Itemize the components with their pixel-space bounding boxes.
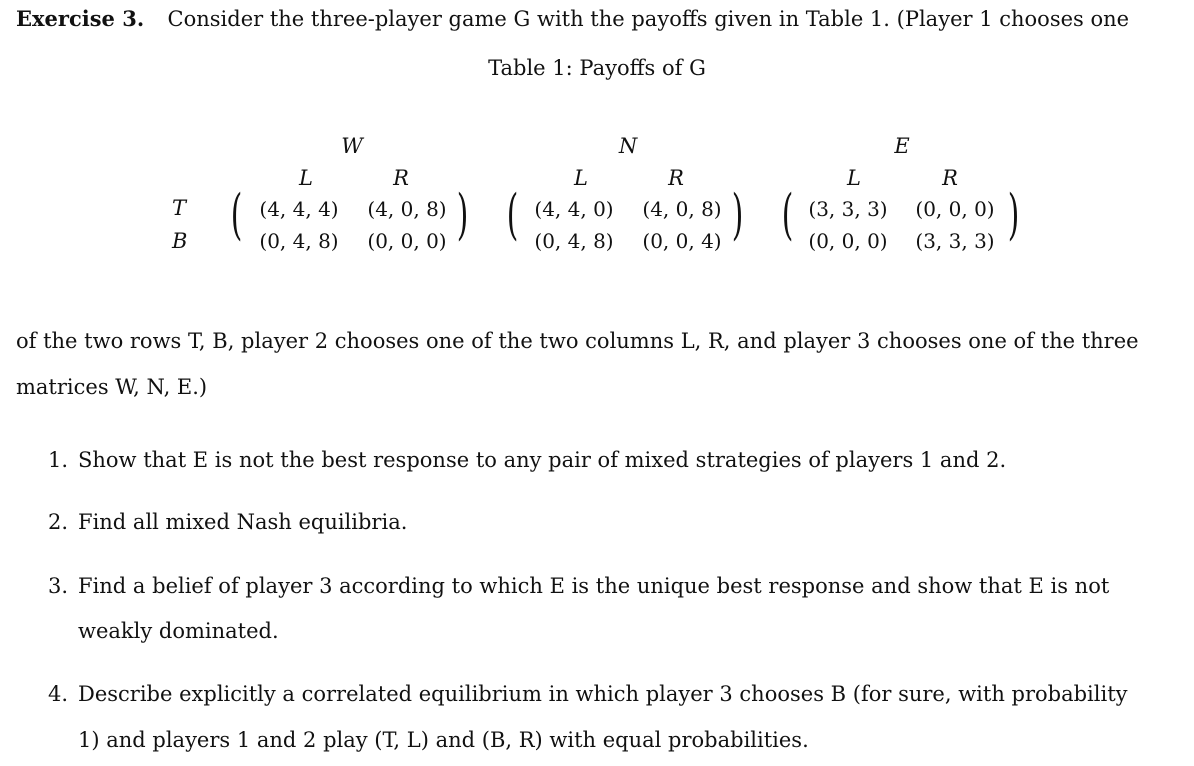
item-text: Find all mixed Nash equilibria. [78, 510, 408, 534]
matrix-name: N [618, 134, 638, 158]
left-paren: ( [230, 183, 243, 246]
column-label: R [942, 166, 958, 190]
row-label-t: T [172, 196, 187, 220]
item-number: 1. [48, 448, 69, 472]
payoff-cell: (4, 4, 0) [534, 197, 614, 221]
list-item [48, 573, 1109, 599]
item-number: 3. [48, 574, 69, 598]
column-label: L [299, 166, 313, 190]
payoff-cell: (4, 4, 4) [259, 197, 339, 221]
exercise-intro-line3: matrices W, N, E.) [16, 375, 208, 399]
row-label-b: B [172, 229, 188, 253]
exercise-heading: Exercise 3. [16, 6, 145, 31]
payoff-cell: (0, 0, 0) [915, 197, 995, 221]
item-text: Show that E is not the best response to any pair of mixed strategies of players 1 and 2. [78, 448, 1007, 472]
table-caption: Table 1: Payoffs of G [488, 56, 706, 80]
matrix-name: W [341, 134, 363, 158]
right-paren: ) [731, 183, 744, 246]
item-number: 2. [48, 510, 69, 534]
payoff-cell: (4, 0, 8) [642, 197, 722, 221]
matrix-name: E [894, 134, 910, 158]
right-paren: ) [1007, 183, 1020, 246]
payoff-cell: (3, 3, 3) [808, 197, 888, 221]
item-number: 4. [48, 682, 69, 706]
list-item [48, 509, 407, 535]
payoff-cell: (0, 0, 0) [808, 229, 888, 253]
exercise-header-line [16, 6, 1129, 32]
payoff-cell: (4, 0, 8) [367, 197, 447, 221]
exercise-intro-line1: Consider the three-player game G with the payoffs given in Table 1. (Player 1 chooses one [167, 7, 1130, 31]
item-text: Find a belief of player 3 according to which E is the unique best response and show that E is not [78, 574, 1110, 598]
payoff-cell: (3, 3, 3) [915, 229, 995, 253]
payoff-cell: (0, 0, 4) [642, 229, 722, 253]
list-item [48, 447, 1006, 473]
column-label: L [847, 166, 861, 190]
column-label: R [393, 166, 409, 190]
item-text-continuation: 1) and players 1 and 2 play (T, L) and (B, R) with equal probabilities. [78, 728, 809, 752]
column-label: L [574, 166, 588, 190]
item-text: Describe explicitly a correlated equilibrium in which player 3 chooses B (for sure, with probability [78, 682, 1128, 706]
left-paren: ( [781, 183, 794, 246]
payoff-cell: (0, 0, 0) [367, 229, 447, 253]
list-item [48, 681, 1128, 707]
payoff-cell: (0, 4, 8) [259, 229, 339, 253]
column-label: R [668, 166, 684, 190]
right-paren: ) [456, 183, 469, 246]
item-text-continuation: weakly dominated. [78, 619, 279, 643]
left-paren: ( [506, 183, 519, 246]
exercise-intro-line2: of the two rows T, B, player 2 chooses one of the two columns L, R, and player 3 chooses one of the three [16, 329, 1139, 353]
payoff-cell: (0, 4, 8) [534, 229, 614, 253]
